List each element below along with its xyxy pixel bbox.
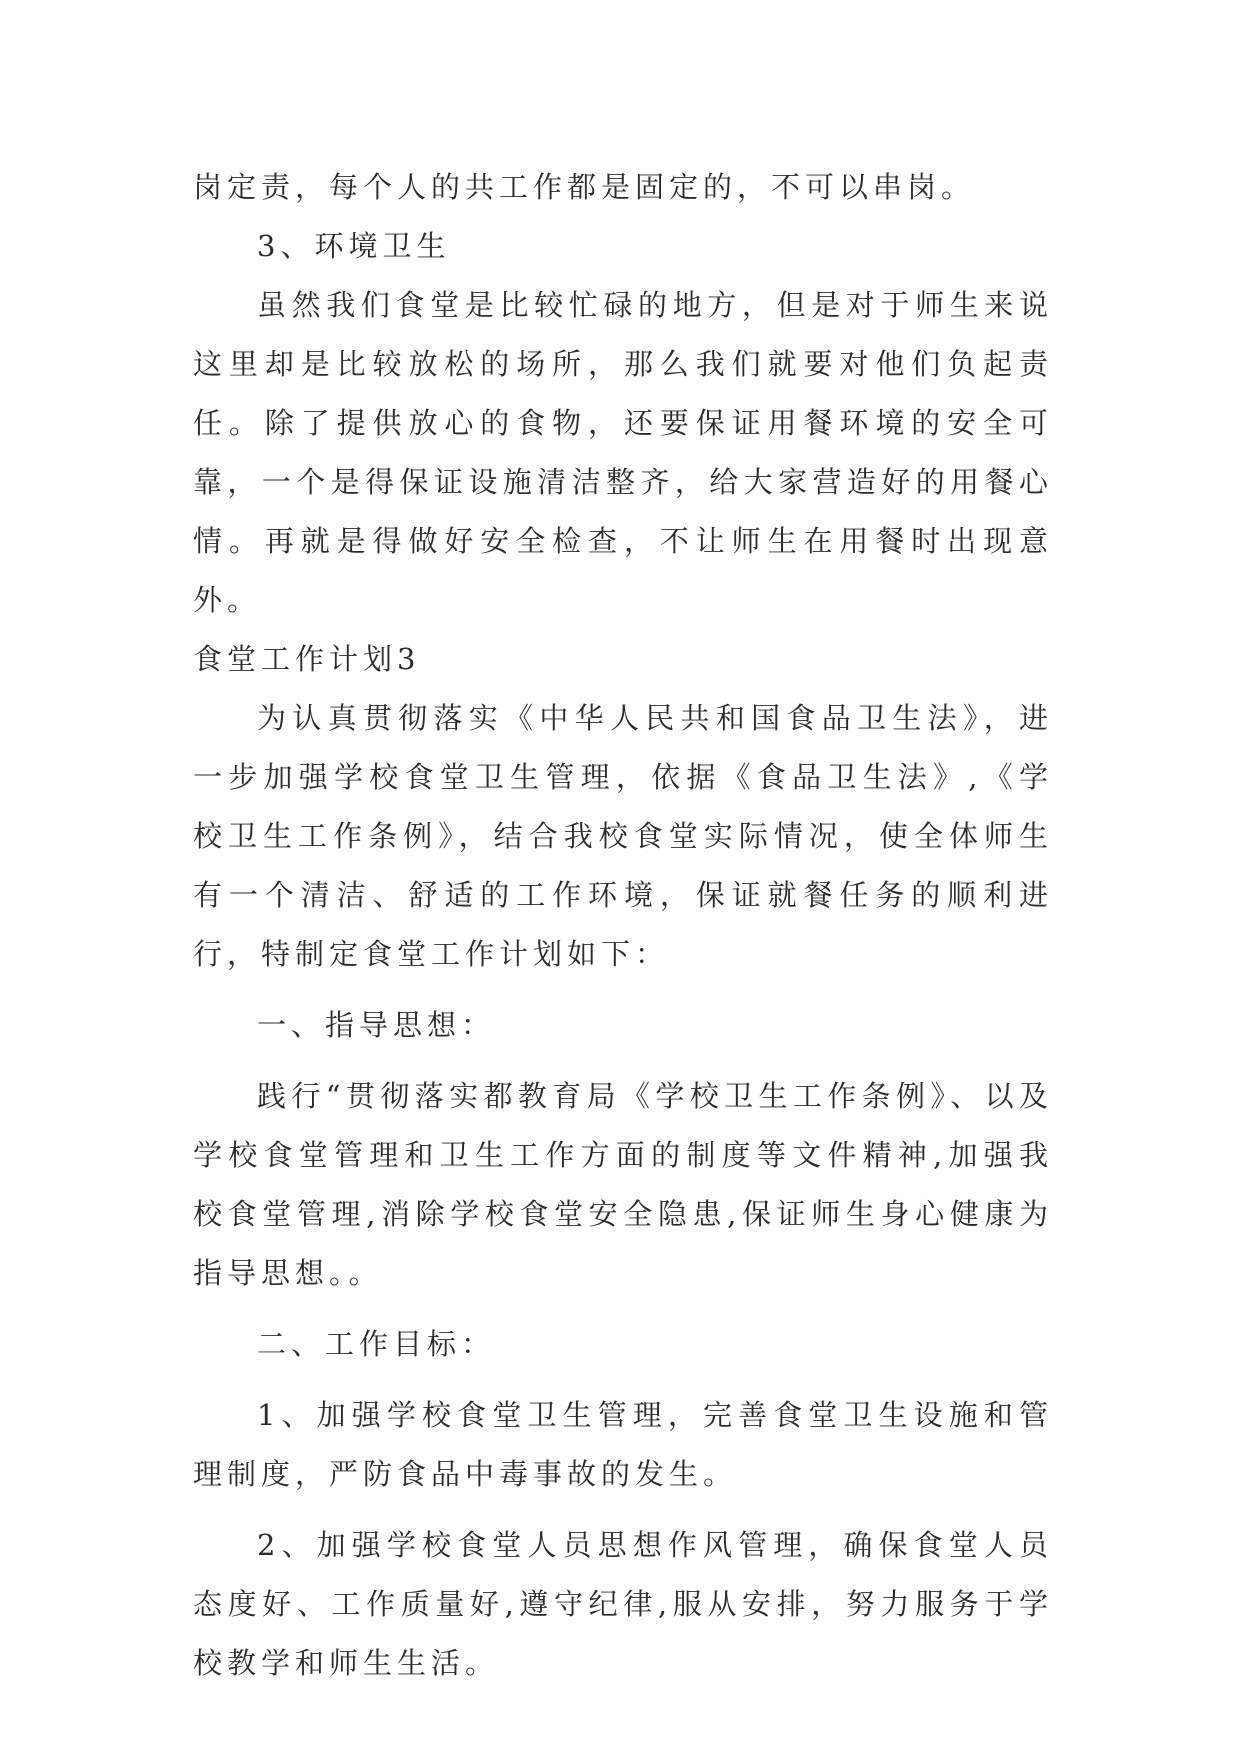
plan-title: 食堂工作计划3 <box>193 642 421 676</box>
paragraph-goal-1: 1、加强学校食堂卫生管理，完善食堂卫生设施和管理制度，严防食品中毒事故的发生。 <box>193 1398 1053 1491</box>
document-body <box>193 158 1053 1693</box>
paragraph-guiding-idea: 践行“贯彻落实都教育局《学校卫生工作条例》、以及学校食堂管理和卫生工作方面的制度等文件精神,加强我校食堂管理,消除学校食堂安全隐患,保证师生身心健康为指导思想。。 <box>193 1079 1053 1290</box>
section-heading-environment: 3、环境卫生 <box>257 229 451 263</box>
paragraph-goal-2: 2、加强学校食堂人员思想作风管理，确保食堂人员态度好、工作质量好,遵守纪律,服从安排，努力服务于学校教学和师生生活。 <box>193 1528 1053 1680</box>
paragraph-continuation: 岗定责，每个人的共工作都是固定的，不可以串岗。 <box>193 170 976 204</box>
paragraph-intro: 为认真贯彻落实《中华人民共和国食品卫生法》，进一步加强学校食堂卫生管理，依据《食品卫生法》,《学校卫生工作条例》，结合我校食堂实际情况，使全体师生有一个清洁、舒适的工作环境，保证就餐任务的顺利进行，特制定食堂工作计划如下： <box>193 701 1053 971</box>
section-heading-goals: 二、工作目标： <box>257 1327 496 1361</box>
paragraph-environment: 虽然我们食堂是比较忙碌的地方，但是对于师生来说这里却是比较放松的场所，那么我们就要对他们负起责任。除了提供放心的食物，还要保证用餐环境的安全可靠，一个是得保证设施清洁整齐，给大家营造好的用餐心情。再就是得做好安全检查，不让师生在用餐时出现意外。 <box>193 288 1053 617</box>
section-heading-guiding-idea: 一、指导思想： <box>257 1008 496 1042</box>
